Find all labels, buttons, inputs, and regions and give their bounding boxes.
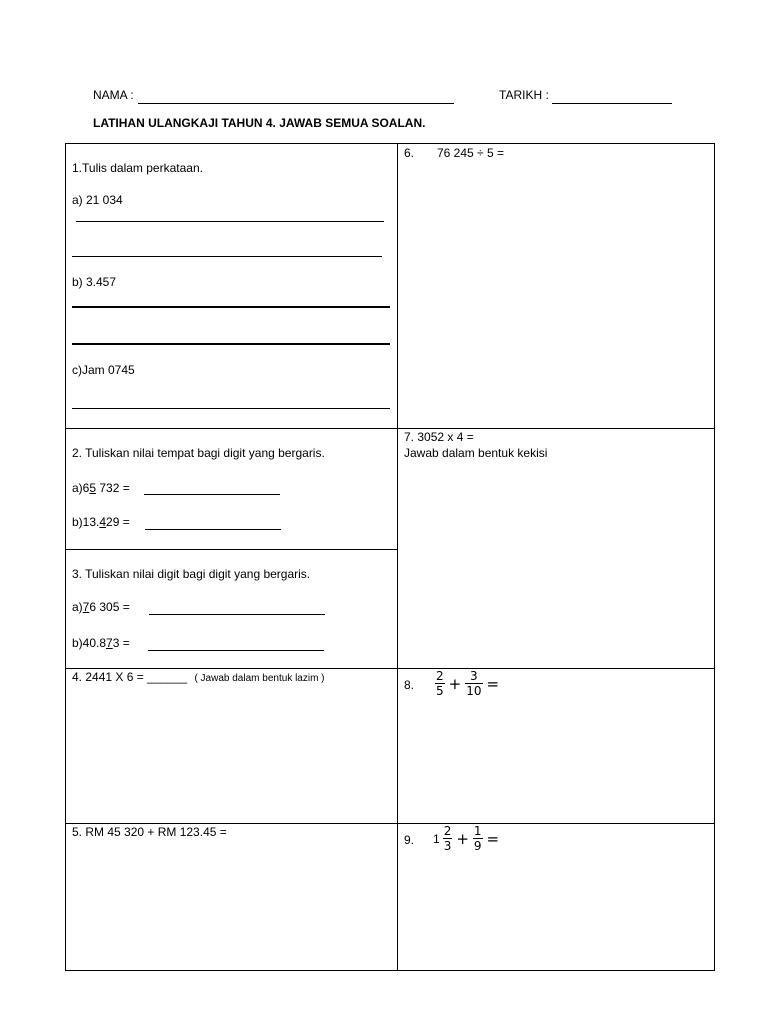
question-5-box — [65, 823, 398, 971]
q9-fraction-1 — [443, 824, 453, 853]
question-7-box — [397, 428, 715, 669]
q8-fraction-1 — [435, 669, 445, 698]
q4-question — [72, 670, 325, 684]
q7-question: 7. 3052 x 4 = — [404, 430, 474, 444]
q1-a-answer-line-1[interactable] — [76, 221, 384, 222]
name-field — [93, 88, 134, 102]
q8-f2-numerator: 3 — [465, 669, 482, 684]
q6-text: 76 245 ÷ 5 = — [437, 146, 504, 160]
q3-b-answer-line[interactable] — [148, 650, 324, 651]
q1-c-label: c)Jam 0745 — [72, 363, 135, 377]
q8-fraction-2 — [465, 669, 482, 698]
q3-title: 3. Tuliskan nilai digit bagi digit yang bergaris. — [72, 567, 311, 581]
q3-b-underlined-digit: 7 — [106, 636, 113, 650]
q2-b-prefix: b)13. — [72, 515, 100, 529]
q2-a-underlined-digit: 5 — [89, 481, 97, 495]
q7-instruction: Jawab dalam bentuk kekisi — [404, 446, 548, 460]
q2-a — [72, 481, 130, 495]
q8-expression — [435, 669, 499, 698]
q1-b-label: b) 3.457 — [72, 275, 117, 289]
q3-b — [72, 636, 130, 650]
q2-b-underlined-digit: 4 — [99, 515, 107, 529]
q2-title: 2. Tuliskan nilai tempat bagi digit yang bergaris. — [72, 446, 325, 460]
q3-b-prefix: b)40.8 — [72, 636, 107, 650]
q3-a-prefix: a) — [72, 600, 83, 614]
date-blank-line[interactable] — [552, 103, 672, 104]
date-label: TARIKH : — [499, 88, 549, 102]
q8-equals: = — [486, 674, 500, 693]
question-6-box — [397, 143, 715, 429]
q1-a-answer-line-2[interactable] — [72, 256, 382, 257]
q9-number: 9. — [404, 833, 415, 847]
q2-b-answer-line[interactable] — [145, 529, 281, 530]
q9-f1-denominator: 3 — [443, 839, 452, 853]
q5-question: 5. RM 45 320 + RM 123.45 = — [72, 825, 227, 839]
q9-expression — [433, 824, 499, 853]
q9-f2-denominator: 9 — [473, 839, 482, 853]
q8-number: 8. — [404, 678, 415, 692]
q9-equals: = — [486, 829, 500, 848]
q1-title: 1.Tulis dalam perkataan. — [72, 161, 203, 175]
q9-whole-number: 1 — [433, 831, 440, 846]
name-blank-line[interactable] — [138, 103, 454, 104]
q1-b-answer-line-1[interactable] — [72, 306, 390, 308]
name-label: NAMA : — [93, 88, 134, 102]
q3-a-underlined-digit: 7 — [82, 600, 90, 614]
q8-f1-numerator: 2 — [436, 669, 444, 683]
question-4-box — [65, 668, 398, 824]
q3-a-answer-line[interactable] — [149, 614, 325, 615]
q2-b-suffix: 29 = — [106, 515, 130, 529]
q9-f1-numerator: 2 — [443, 824, 452, 838]
date-field — [499, 88, 549, 102]
q9-fraction-2 — [473, 824, 483, 853]
q8-plus: + — [448, 674, 462, 693]
q2-a-answer-line[interactable] — [144, 494, 280, 495]
instruction-heading: LATIHAN ULANGKAJI TAHUN 4. JAWAB SEMUA SOALAN. — [93, 116, 426, 130]
q6-number: 6. — [404, 146, 415, 160]
q2-b — [72, 515, 130, 529]
q8-f2-denominator: 10 — [466, 684, 482, 698]
q8-f1-denominator: 5 — [436, 684, 444, 698]
q9-plus: + — [456, 829, 469, 848]
q2-a-prefix: a)6 — [72, 481, 90, 495]
q3-a-suffix: 6 305 = — [89, 600, 130, 614]
q3-b-suffix: 3 = — [112, 636, 130, 650]
q4-text: 4. 2441 X 6 = ______ — [72, 670, 188, 684]
q2-a-suffix: 732 = — [96, 481, 130, 495]
q1-c-answer-line[interactable] — [72, 408, 390, 409]
q9-f2-numerator: 1 — [473, 824, 482, 838]
q1-a-label: a) 21 034 — [72, 193, 123, 207]
q1-b-answer-line-2[interactable] — [72, 343, 390, 345]
q3-a — [72, 600, 130, 614]
q4-note: ( Jawab dalam bentuk lazim ) — [194, 673, 325, 684]
